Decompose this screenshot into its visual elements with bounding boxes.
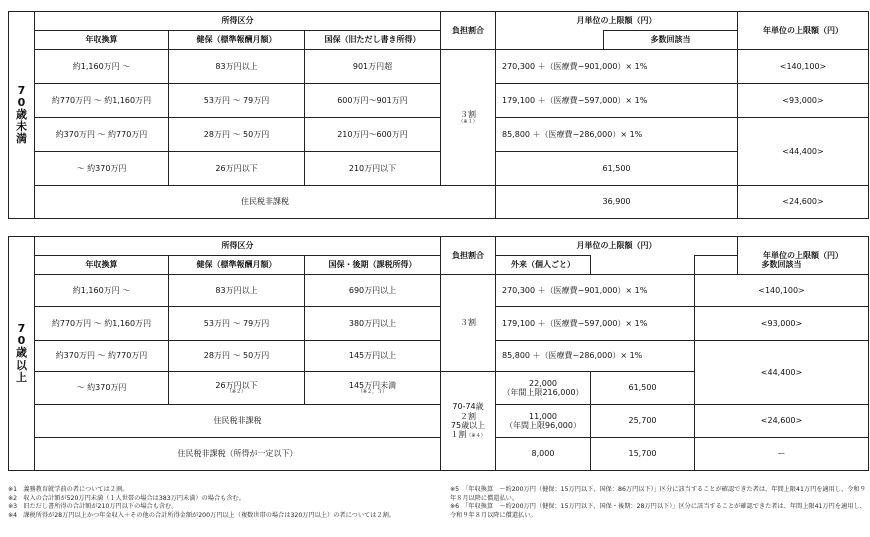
multi-cell: ー [695,438,869,471]
outpatient-cell: 8,000 [496,438,591,471]
kenpo-cell: 83万円以上 [169,50,305,84]
income-group-header: 所得区分 [35,237,441,256]
multi-cell: <140,100> [695,275,869,307]
monthly-formula-cell: 179,100 ＋（医療費−597,000）× 1% [496,84,738,118]
income-group-header: 所得区分 [35,12,441,31]
outpatient-cell: 11,000 （年間上限96,000） [496,405,591,438]
annual-income-cell: 約370万円 ～ 約770万円 [35,341,169,372]
kokuho-cell: 145万円以上 [305,341,441,372]
monthly-limit-header: 月単位の上限額（円） [496,12,738,31]
burden-7074-cell: 70-74歳 ２割 75歳以上 １割（※４） [441,372,496,471]
multi-header: 多数回該当 [604,31,738,50]
annual-income-cell: 約1,160万円 ～ [35,275,169,307]
monthly-cell: 36,900 [496,186,738,219]
kokuho-cell: 210万円以下 [305,152,441,186]
footnote: ※5 「年収換算 ～約200万円（健保：15万円以下、国保：86万円以下）」区分に該当することが確認できた者は、年間上限41万円を適用し、令和９年８月以降に償還払い。 [450,486,866,502]
yearly-limit-header: 年単位の上限額（円） [738,237,869,275]
annual-income-header: 年収換算 [35,256,169,275]
monthly-formula-cell: 270,300 ＋（医療費−901,000）× 1% [496,50,738,84]
multi-cell: <24,600> [695,405,869,438]
multi-cell: <93,000> [695,307,869,341]
monthly-blank-header [496,31,604,50]
monthly-cell: 61,500 [496,152,738,186]
table-70-and-over [8,236,869,471]
kokuho-header: 国保（旧ただし書き所得） [305,31,441,50]
kokuho-cell: 690万円以上 [305,275,441,307]
multi-cell: <140,100> [738,50,869,84]
multi-shared-cell: <44,400> [695,341,869,405]
annual-income-header: 年収換算 [35,31,169,50]
kenpo-cell: 28万円 ～ 50万円 [169,118,305,152]
annual-income-cell: ～ 約370万円 [35,152,169,186]
footnote: ※1 義務教育就学前の者については２割。 [8,486,129,493]
annual-income-cell: 約370万円 ～ 約770万円 [35,118,169,152]
monthly-cell: 15,700 [591,438,695,471]
footnotes-right [450,486,868,520]
kokuho-cell: 600万円～901万円 [305,84,441,118]
burden-header: 負担割合 [441,12,496,50]
outpatient-cell: 22,000 （年間上限216,000） [496,372,591,405]
exempt-label-cell: 住民税非課税 [35,405,441,438]
outpatient-header: 外来（個人ごと） [496,256,591,275]
monthly-blank-header [591,256,695,275]
monthly-formula-cell: 270,300 ＋（医療費−901,000）× 1% [496,275,695,307]
kenpo-cell: 53万円 ～ 79万円 [169,84,305,118]
kenpo-header: 健保（標準報酬月額） [169,256,305,275]
yearly-limit-header: 年単位の上限額（円） [738,12,869,50]
burden-header: 負担割合 [441,237,496,275]
kenpo-cell: 26万円以下 [169,152,305,186]
kenpo-header: 健保（標準報酬月額） [169,31,305,50]
age-label-under-70: 70歳未満 [9,12,35,219]
multi-cell: <24,600> [738,186,869,219]
kenpo-cell: 83万円以上 [169,275,305,307]
footnotes-left [8,486,448,520]
kokuho-header: 国保・後期（課税所得） [305,256,441,275]
kenpo-cell: 53万円 ～ 79万円 [169,307,305,341]
footnote: ※3 旧ただし書所得の合計額が210万円以下の場合も含む。 [8,503,178,511]
multi-cell: <93,000> [738,84,869,118]
monthly-formula-cell: 179,100 ＋（医療費−597,000）× 1% [496,307,695,341]
kenpo-cell: 26万円以下 （※２） [169,372,305,405]
age-label-70-and-over: 70歳以上 [9,237,35,471]
kokuho-cell: 380万円以上 [305,307,441,341]
exempt-label-cell: 住民税非課税 [35,186,496,219]
footnote: ※4 課税所得が28万円以上かつ年金収入＋その他の合計所得金額が200万円以上（複数世帯の場合は320万円以上）の者については２割。 [8,511,395,519]
kenpo-cell: 28万円 ～ 50万円 [169,341,305,372]
multi-header: 多数回該当 [695,256,869,275]
monthly-limit-header: 月単位の上限額（円） [496,237,738,256]
monthly-formula-cell: 85,800 ＋（医療費−286,000）× 1% [496,118,738,152]
annual-income-cell: 約1,160万円 ～ [35,50,169,84]
annual-income-cell: 約770万円 ～ 約1,160万円 [35,84,169,118]
footnote: ※2 収入の合計額が520万円未満（１人世帯の場合は383万円未満）の場合も含む。 [8,494,245,502]
exempt-low-label-cell: 住民税非課税（所得が一定以下） [35,438,441,471]
monthly-formula-cell: 85,800 ＋（医療費−286,000）× 1% [496,341,695,372]
burden-cell: ３割 [441,275,496,372]
footnote: ※6 「年収換算 ～約200万円（健保：15万円以下、国保・後期：28万円以下）」区分に該当することが確認できた者は、年間上限41万円を適用し、令和９年８月以降に償還払い。 [450,503,866,519]
annual-income-cell: 約770万円 ～ 約1,160万円 [35,307,169,341]
table-under-70 [8,11,869,219]
annual-income-cell: ～ 約370万円 [35,372,169,405]
monthly-cell: 25,700 [591,405,695,438]
kokuho-cell: 145万円未満 （※２，３） [305,372,441,405]
multi-shared-cell: <44,400> [738,118,869,186]
kokuho-cell: 210万円～600万円 [305,118,441,152]
burden-cell: ３割 （※１） [441,50,496,186]
monthly-cell: 61,500 [591,372,695,405]
kokuho-cell: 901万円超 [305,50,441,84]
